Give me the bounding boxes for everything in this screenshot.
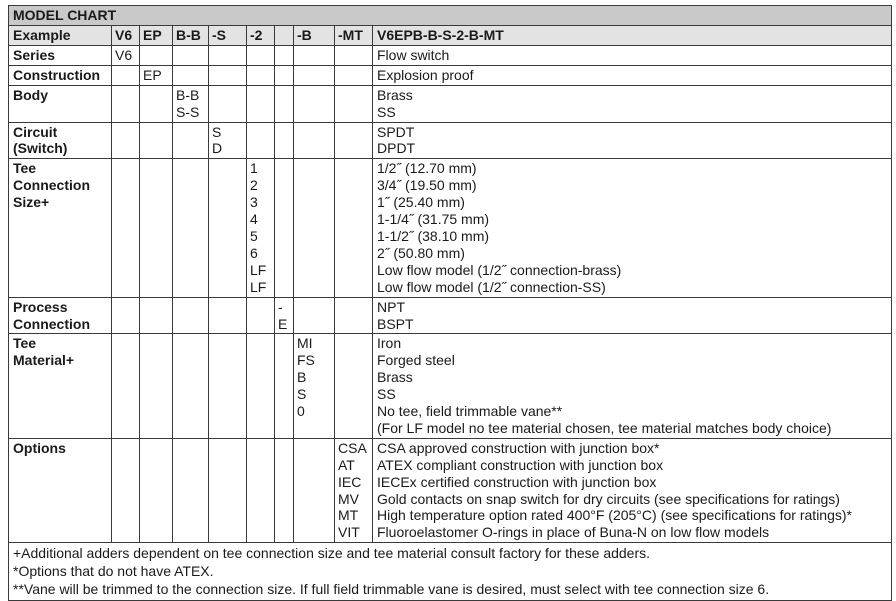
option-code-cell <box>140 65 173 85</box>
description-line: NPT <box>377 298 405 315</box>
option-code: V6 <box>115 46 133 63</box>
option-code: D <box>212 140 223 157</box>
description-line: ATEX compliant construction with junction box <box>377 456 664 473</box>
option-code-cell <box>209 85 247 122</box>
description-line: CSA approved construction with junction box* <box>377 439 660 456</box>
option-code: 1 <box>250 160 258 177</box>
option-code-cell <box>209 297 247 334</box>
option-code-cell <box>140 159 173 297</box>
option-code-cell <box>209 65 247 85</box>
option-code-cell <box>335 65 373 85</box>
row-label-line: Material+ <box>13 352 75 369</box>
footnotes-row <box>9 543 892 601</box>
description-line: 2˝ (50.80 mm) <box>377 244 465 261</box>
option-code: 2 <box>250 177 258 194</box>
footnote: **Vane will be trimmed to the connection size. If full field trimmable vane is desired, must select with tee connection size 6. <box>13 581 770 598</box>
option-code-cell <box>294 334 335 438</box>
option-code-cell <box>275 334 294 438</box>
description-cell <box>373 122 892 159</box>
option-code-cell <box>140 45 173 65</box>
description-line: High temperature option rated 400°F (205°C) (see specifications for ratings)* <box>377 507 852 524</box>
description-line: SS <box>377 386 396 403</box>
option-code: MI <box>297 335 313 352</box>
option-code-cell <box>335 45 373 65</box>
option-code-cell <box>294 297 335 334</box>
description-line: Iron <box>377 335 402 352</box>
description-line: 1/2˝ (12.70 mm) <box>377 160 477 177</box>
description-cell <box>373 438 892 542</box>
option-code-cell <box>112 297 140 334</box>
option-code-cell <box>275 45 294 65</box>
description-line: Brass <box>377 369 413 386</box>
row-label <box>9 85 112 122</box>
example-code: -MT <box>335 26 373 46</box>
chart-title: MODEL CHART <box>9 6 892 26</box>
option-code-cell <box>112 159 140 297</box>
description-line: IECEx certified construction with junction box <box>377 473 657 490</box>
option-code-cell <box>140 438 173 542</box>
row-label-line: Connection <box>13 315 90 332</box>
option-code-cell <box>173 122 209 159</box>
description-line: Forged steel <box>377 352 455 369</box>
description-line: 1˝ (25.40 mm) <box>377 194 465 211</box>
option-code-cell <box>112 438 140 542</box>
description-line: 3/4˝ (19.50 mm) <box>377 177 477 194</box>
option-code-cell <box>112 65 140 85</box>
footnotes-cell <box>9 543 892 601</box>
row-label-line: (Switch) <box>13 140 68 157</box>
option-code-cell <box>140 122 173 159</box>
option-code-cell <box>294 85 335 122</box>
option-code-cell <box>140 85 173 122</box>
option-code: MV <box>338 490 359 507</box>
model-chart-row <box>9 297 892 334</box>
example-model-number: V6EPB-B-S-2-B-MT <box>373 26 892 46</box>
row-label-line: Size+ <box>13 194 50 211</box>
row-label-line: Options <box>13 439 66 456</box>
row-label <box>9 159 112 297</box>
option-code-cell <box>173 334 209 438</box>
option-code: IEC <box>338 473 362 490</box>
example-code: EP <box>140 26 173 46</box>
option-code: VIT <box>338 524 360 541</box>
example-code <box>275 26 294 46</box>
row-label-line: Construction <box>13 66 101 83</box>
model-chart-row <box>9 65 892 85</box>
row-label <box>9 122 112 159</box>
option-code-cell <box>247 159 275 297</box>
row-label-line: Series <box>13 46 56 63</box>
description-line: Low flow model (1/2˝ connection-SS) <box>377 278 606 295</box>
option-code-cell <box>173 45 209 65</box>
description-line: (For LF model no tee material chosen, tee material matches body choice) <box>377 419 832 436</box>
option-code-cell <box>294 45 335 65</box>
option-code-cell <box>335 334 373 438</box>
option-code: 5 <box>250 227 258 244</box>
option-code: S <box>297 386 307 403</box>
option-code-cell <box>173 297 209 334</box>
model-chart-row <box>9 45 892 65</box>
option-code-cell <box>294 65 335 85</box>
description-cell <box>373 297 892 334</box>
model-chart-row <box>9 438 892 542</box>
option-code-cell <box>173 85 209 122</box>
option-code-cell <box>247 334 275 438</box>
option-code-cell <box>247 438 275 542</box>
description-line: Fluoroelastomer O-rings in place of Buna-N on low flow models <box>377 524 770 541</box>
option-code-cell <box>294 438 335 542</box>
option-code-cell <box>294 159 335 297</box>
option-code: E <box>278 315 288 332</box>
description-line: Low flow model (1/2˝ connection-brass) <box>377 261 622 278</box>
description-line: Explosion proof <box>377 66 474 83</box>
row-label-line: Process <box>13 298 68 315</box>
option-code: 0 <box>297 403 305 420</box>
row-label-line: Circuit <box>13 123 58 140</box>
footnote: *Options that do not have ATEX. <box>13 563 214 580</box>
model-chart-row <box>9 85 892 122</box>
option-code-cell <box>140 297 173 334</box>
example-code: -S <box>209 26 247 46</box>
option-code-cell <box>275 438 294 542</box>
option-code: S <box>212 123 222 140</box>
description-line: 1-1/4˝ (31.75 mm) <box>377 211 490 228</box>
option-code: B-B <box>176 86 200 103</box>
option-code: AT <box>338 456 355 473</box>
description-cell <box>373 45 892 65</box>
option-code-cell <box>209 438 247 542</box>
model-chart-row <box>9 122 892 159</box>
example-label: Example <box>9 26 112 46</box>
option-code: FS <box>297 352 315 369</box>
description-line: Flow switch <box>377 46 450 63</box>
row-label-line: Body <box>13 86 48 103</box>
example-code: V6 <box>112 26 140 46</box>
option-code-cell <box>247 297 275 334</box>
description-cell <box>373 65 892 85</box>
option-code-cell <box>335 297 373 334</box>
option-code-cell <box>335 438 373 542</box>
option-code-cell <box>335 159 373 297</box>
option-code-cell <box>112 122 140 159</box>
description-line: Gold contacts on snap switch for dry circuits (see specifications for ratings) <box>377 490 840 507</box>
model-chart-row <box>9 159 892 297</box>
option-code: B <box>297 369 307 386</box>
option-code: LF <box>250 261 267 278</box>
option-code-cell <box>247 65 275 85</box>
option-code-cell <box>209 159 247 297</box>
option-code-cell <box>247 85 275 122</box>
option-code: 3 <box>250 194 258 211</box>
option-code: EP <box>143 66 162 83</box>
option-code-cell <box>247 45 275 65</box>
footnote: +Additional adders dependent on tee connection size and tee material consult factory for these adders. <box>13 545 651 562</box>
example-row <box>9 26 892 46</box>
option-code-cell <box>209 122 247 159</box>
description-line: Brass <box>377 86 413 103</box>
description-line: 1-1/2˝ (38.10 mm) <box>377 227 490 244</box>
option-code-cell <box>275 122 294 159</box>
option-code-cell <box>112 45 140 65</box>
option-code: CSA <box>338 439 367 456</box>
title-row <box>9 6 892 26</box>
row-label <box>9 438 112 542</box>
row-label-line: Connection <box>13 177 90 194</box>
description-line: SPDT <box>377 123 415 140</box>
description-line: SS <box>377 103 396 120</box>
example-code: B-B <box>173 26 209 46</box>
row-label <box>9 45 112 65</box>
description-cell <box>373 334 892 438</box>
option-code-cell <box>209 45 247 65</box>
example-code: -2 <box>247 26 275 46</box>
option-code-cell <box>275 159 294 297</box>
option-code: MT <box>338 507 359 524</box>
row-label <box>9 297 112 334</box>
option-code: 4 <box>250 211 258 228</box>
description-cell <box>373 159 892 297</box>
description-line: No tee, field trimmable vane** <box>377 403 563 420</box>
example-code: -B <box>294 26 335 46</box>
description-line: BSPT <box>377 315 414 332</box>
option-code-cell <box>335 85 373 122</box>
option-code-cell <box>294 122 335 159</box>
option-code-cell <box>335 122 373 159</box>
option-code-cell <box>112 85 140 122</box>
row-label-line: Tee <box>13 160 37 177</box>
option-code-cell <box>140 334 173 438</box>
row-label-line: Tee <box>13 335 37 352</box>
option-code-cell <box>275 297 294 334</box>
description-cell <box>373 85 892 122</box>
option-code-cell <box>247 122 275 159</box>
model-chart-row <box>9 334 892 438</box>
option-code: S-S <box>176 103 200 120</box>
option-code: 6 <box>250 244 258 261</box>
option-code-cell <box>112 334 140 438</box>
option-code-cell <box>275 85 294 122</box>
row-label <box>9 65 112 85</box>
option-code-cell <box>209 334 247 438</box>
option-code-cell <box>173 159 209 297</box>
option-code: - <box>278 298 283 315</box>
option-code-cell <box>275 65 294 85</box>
row-label <box>9 334 112 438</box>
model-chart-table <box>8 5 892 601</box>
description-line: DPDT <box>377 140 416 157</box>
option-code: LF <box>250 278 267 295</box>
option-code-cell <box>173 438 209 542</box>
option-code-cell <box>173 65 209 85</box>
